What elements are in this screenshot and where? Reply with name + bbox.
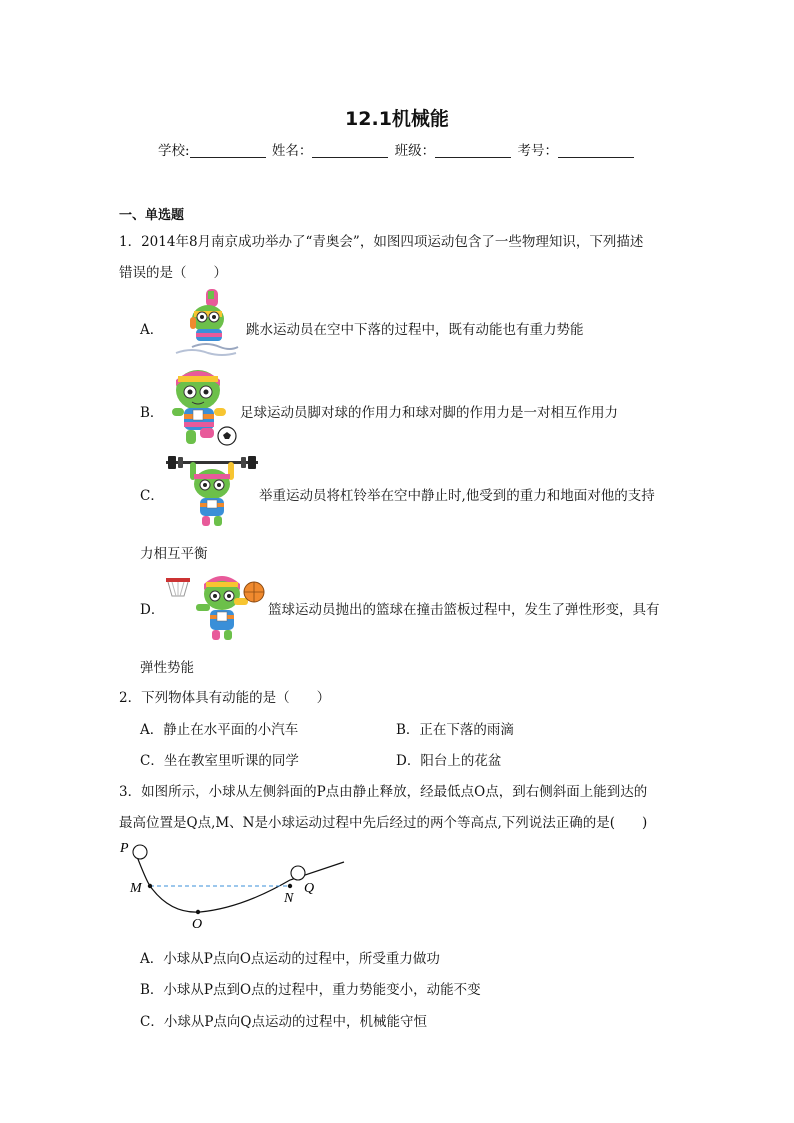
q1-option-d-text-cont: 弹性势能 — [140, 660, 194, 676]
q1-option-d-label: D． — [140, 602, 165, 618]
number-label: 考号： — [517, 143, 558, 159]
q1-option-b-label: B． — [140, 405, 164, 421]
page-title: 12.1机械能 — [345, 108, 449, 130]
q1-option-c-label: C． — [140, 488, 164, 504]
name-label: 姓名： — [271, 143, 313, 159]
school-blank[interactable] — [190, 143, 266, 158]
q3-option-b: B．小球从P点到O点的过程中，重力势能变小，动能不变 — [140, 982, 481, 998]
name-blank[interactable] — [312, 143, 388, 158]
label-q: Q — [304, 881, 315, 896]
student-info-line — [0, 139, 794, 159]
q3-track-diagram — [112, 836, 352, 932]
q1-option-c-text: 举重运动员将杠铃举在空中静止时,他受到的重力和地面对他的支持 — [259, 488, 655, 504]
q1-option-b-text: 足球运动员脚对球的作用力和球对脚的作用力是一对相互作用力 — [240, 405, 618, 421]
q1-option-a-text: 跳水运动员在空中下落的过程中，既有动能也有重力势能 — [246, 322, 584, 338]
label-n: N — [284, 891, 294, 906]
class-label: 班级： — [394, 143, 436, 159]
ball-at-p — [133, 845, 147, 859]
point-o — [196, 910, 200, 914]
label-p: P — [120, 841, 129, 856]
q3-option-c: C．小球从P点向Q点运动的过程中，机械能守恒 — [140, 1014, 427, 1030]
q1-option-d-text: 篮球运动员抛出的篮球在撞击篮板过程中，发生了弹性形变，具有 — [268, 602, 660, 618]
ball-at-q — [291, 866, 305, 880]
class-blank[interactable] — [435, 143, 511, 158]
q2-option-c: C．坐在教室里听课的同学 — [140, 753, 299, 769]
label-o: O — [192, 917, 203, 932]
label-m: M — [130, 881, 142, 896]
q1-option-a-label: A． — [140, 322, 164, 338]
q2-option-b: B．正在下落的雨滴 — [396, 722, 514, 738]
diving-mascot-icon — [172, 287, 240, 359]
school-label: 学校: — [158, 143, 190, 159]
q3-stem-line2: 最高位置是Q点,M、N是小球运动过程中先后经过的两个等高点,下列说法正确的是( ) — [119, 815, 648, 831]
q2-option-a: A．静止在水平面的小汽车 — [140, 722, 299, 738]
q1-stem-line1: 1．2014年8月南京成功举办了“青奥会”，如图四项运动包含了一些物理知识，下列描述 — [119, 234, 644, 250]
q1-stem-line2: 错误的是（ ） — [119, 265, 227, 281]
number-blank[interactable] — [558, 143, 634, 158]
football-mascot-icon — [164, 366, 242, 448]
section-heading: 一、单选题 — [119, 208, 185, 223]
q3-stem-line1: 3．如图所示，小球从左侧斜面的P点由静止释放，经最低点O点，到右侧斜面上能到达的 — [119, 784, 648, 800]
q2-option-d: D．阳台上的花盆 — [396, 753, 502, 769]
q1-option-c-text-cont: 力相互平衡 — [140, 546, 208, 562]
point-m — [148, 884, 152, 888]
weightlifting-mascot-icon — [164, 456, 260, 528]
point-n — [288, 884, 292, 888]
q2-stem: 2．下列物体具有动能的是（ ） — [119, 690, 331, 706]
q3-option-a: A．小球从P点向O点运动的过程中，所受重力做功 — [140, 951, 440, 967]
basketball-mascot-icon — [164, 572, 266, 642]
